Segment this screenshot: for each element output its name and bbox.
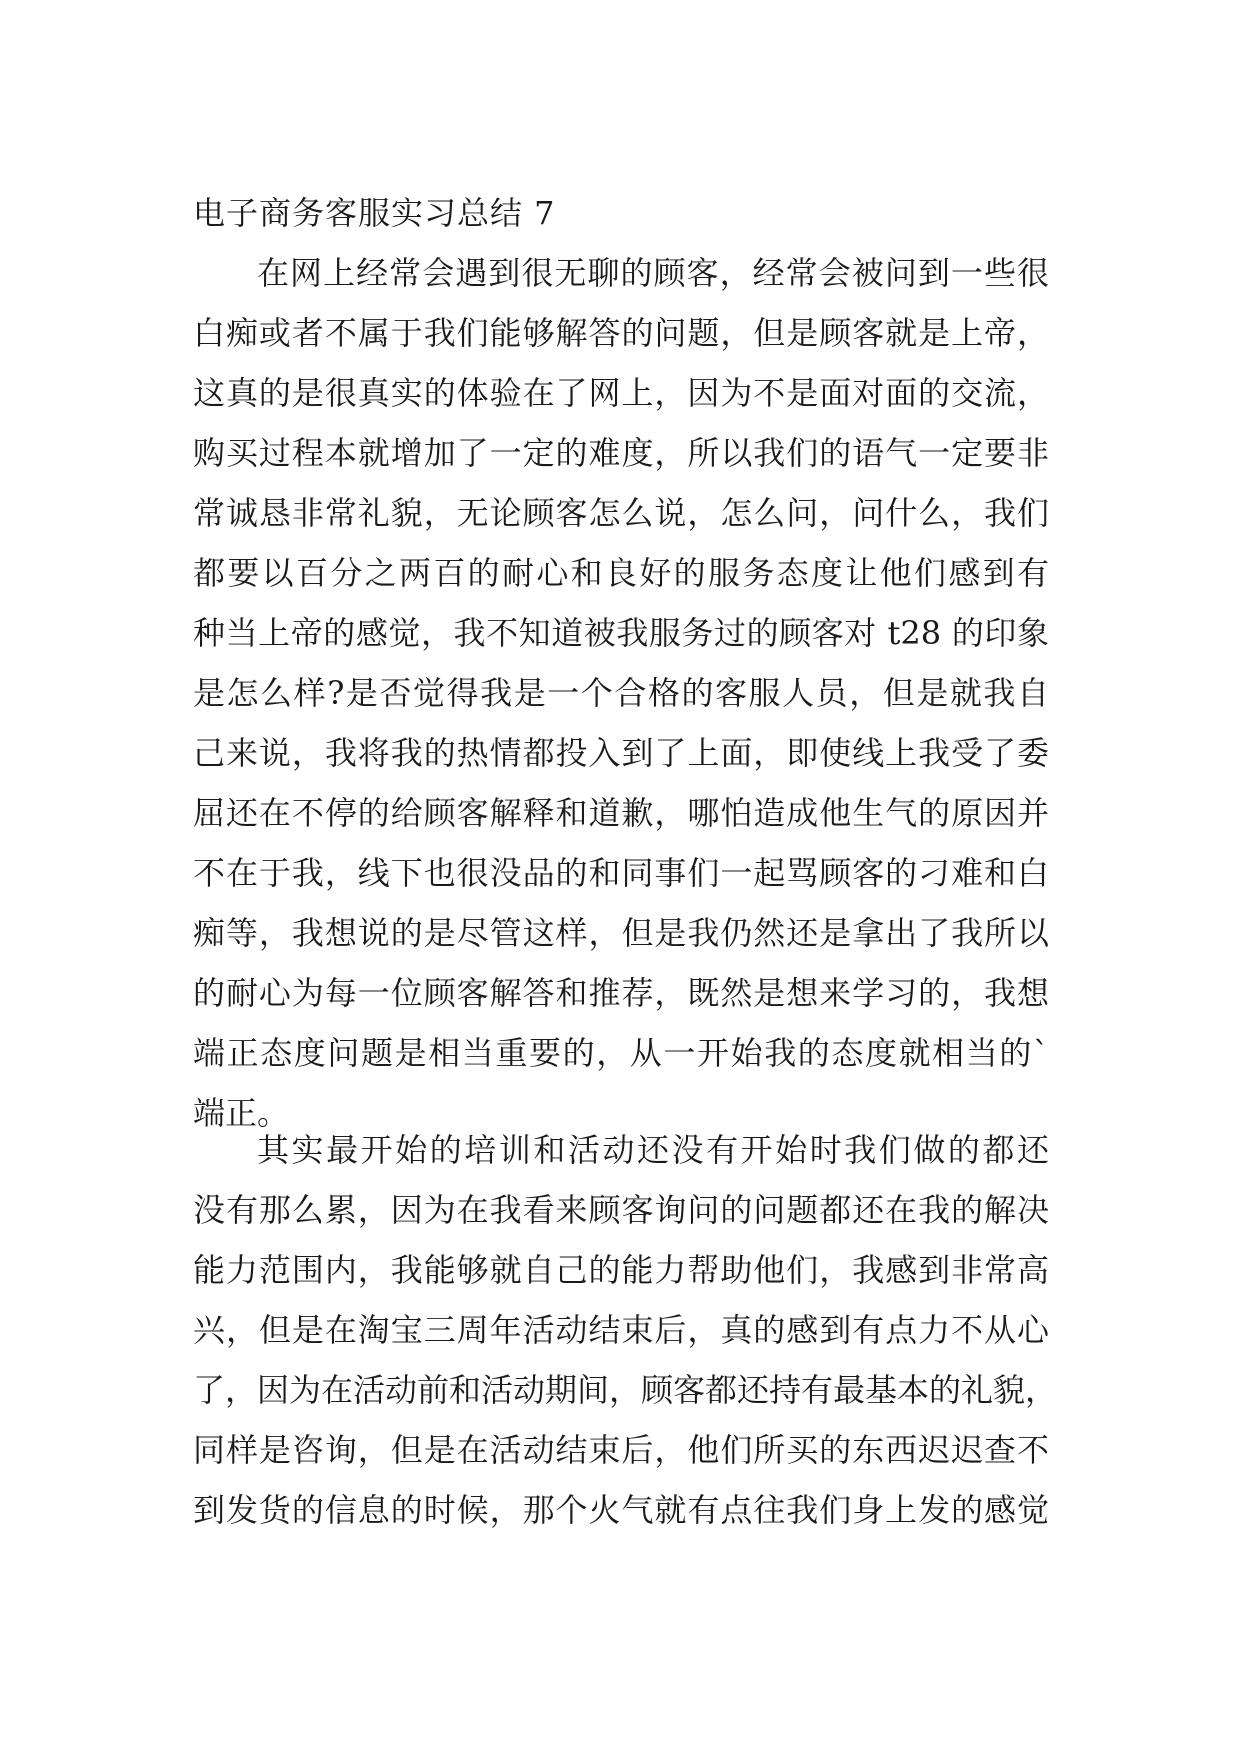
paragraph-line: 白痴或者不属于我们能够解答的问题，但是顾客就是上帝， [193, 314, 1049, 352]
paragraph-line: 端正态度问题是相当重要的，从一开始我的态度就相当的` [193, 1034, 1049, 1072]
paragraph-2 [193, 1120, 1058, 1540]
paragraph-line: 屈还在不停的给顾客解释和道歉，哪怕造成他生气的原因并 [193, 794, 1049, 832]
paragraph-line: 是怎么样?是否觉得我是一个合格的客服人员，但是就我自 [193, 674, 1049, 712]
paragraph-line: 能力范围内，我能够就自己的能力帮助他们，我感到非常高 [193, 1251, 1049, 1289]
paragraph-line: 没有那么累，因为在我看来顾客询问的问题都还在我的解决 [193, 1191, 1049, 1229]
paragraph-line: 了，因为在活动前和活动期间，顾客都还持有最基本的礼貌， [193, 1371, 1058, 1409]
paragraph-1 [193, 243, 1049, 1143]
paragraph-line: 到发货的信息的时候，那个火气就有点往我们身上发的感觉 [193, 1491, 1049, 1529]
paragraph-line: 的耐心为每一位顾客解答和推荐，既然是想来学习的，我想 [193, 974, 1049, 1012]
paragraph-line: 其实最开始的培训和活动还没有开始时我们做的都还 [257, 1131, 1049, 1169]
paragraph-line: 己来说，我将我的热情都投入到了上面，即使线上我受了委 [193, 734, 1049, 772]
paragraph-line: 痴等，我想说的是尽管这样，但是我仍然还是拿出了我所以 [193, 914, 1049, 952]
paragraph-line: 购买过程本就增加了一定的难度，所以我们的语气一定要非 [193, 434, 1049, 472]
paragraph-line: 这真的是很真实的体验在了网上，因为不是面对面的交流， [193, 374, 1049, 412]
paragraph-line: 兴，但是在淘宝三周年活动结束后，真的感到有点力不从心 [193, 1311, 1049, 1349]
paragraph-line: 同样是咨询，但是在活动结束后，他们所买的东西迟迟查不 [193, 1431, 1049, 1469]
paragraph-line: 都要以百分之两百的耐心和良好的服务态度让他们感到有 [193, 554, 1049, 592]
paragraph-line: 种当上帝的感觉，我不知道被我服务过的顾客对 t28 的印象 [193, 614, 1049, 652]
paragraph-line: 端正。 [193, 1094, 290, 1132]
paragraph-line: 在网上经常会遇到很无聊的顾客，经常会被问到一些很 [257, 254, 1049, 292]
paragraph-line: 常诚恳非常礼貌，无论顾客怎么说，怎么问，问什么，我们 [193, 494, 1049, 532]
paragraph-line: 不在于我，线下也很没品的和同事们一起骂顾客的刁难和白 [193, 854, 1049, 892]
document-title: 电子商务客服实习总结 7 [193, 194, 556, 232]
